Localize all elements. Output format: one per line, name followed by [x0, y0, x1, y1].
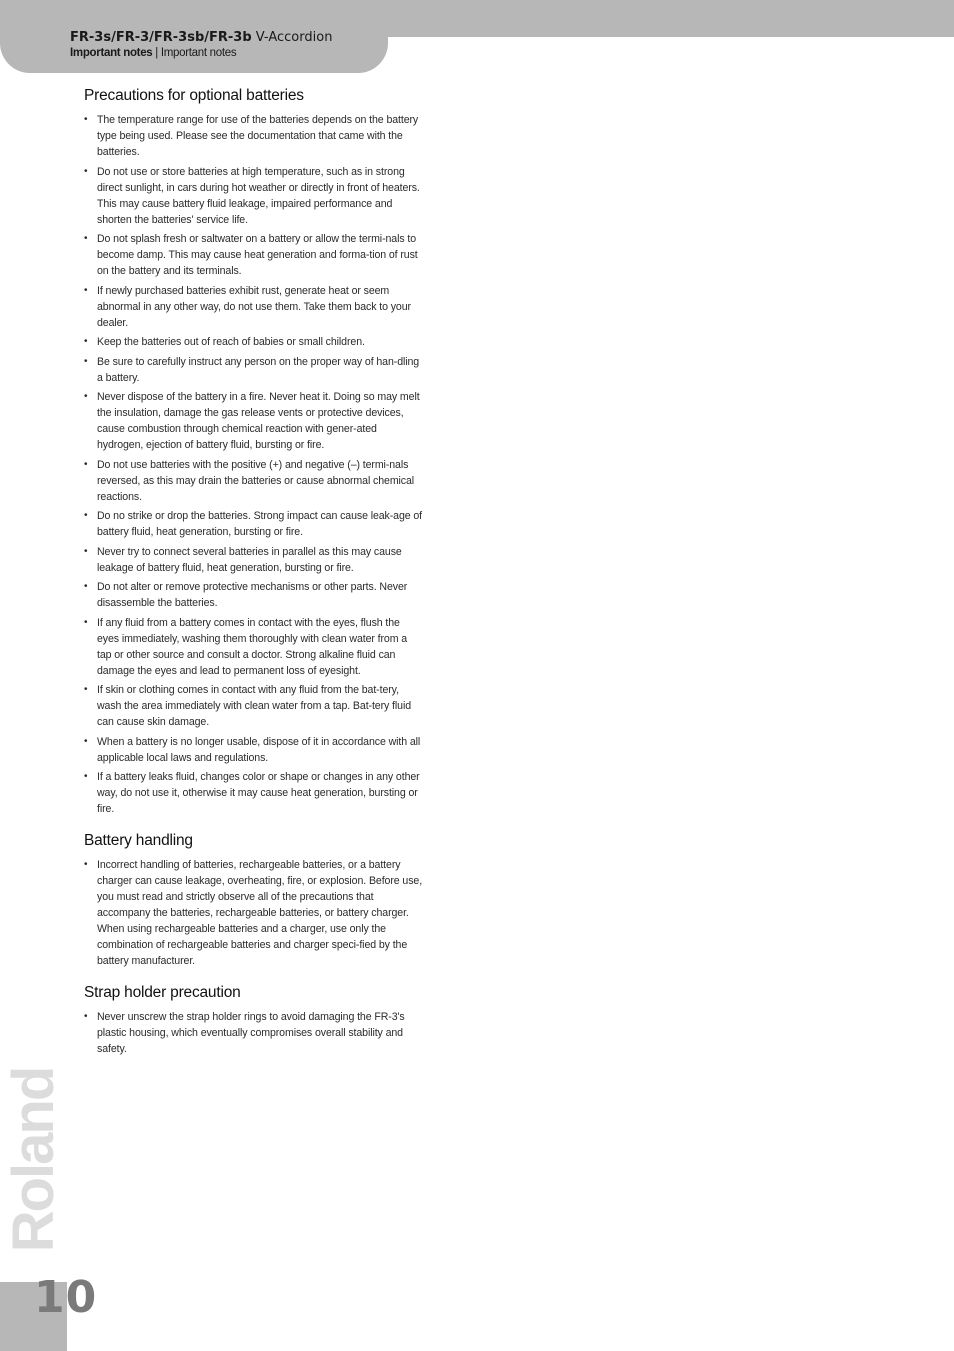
list-item — [84, 769, 424, 817]
section-strap-holder — [84, 983, 424, 1057]
bullet-icon: • — [84, 859, 88, 870]
list-item-text: If newly purchased batteries exhibit rust, generate heat or seem abnormal in any other way, do not use them. Take them back to your dealer. — [97, 284, 411, 329]
list-item — [84, 283, 424, 331]
bullet-icon: • — [84, 581, 88, 592]
section-optional-batteries — [84, 86, 424, 817]
bullet-icon: • — [84, 114, 88, 125]
list-item-text: Keep the batteries out of reach of babies or small children. — [97, 336, 365, 348]
list-item — [84, 615, 424, 679]
list-item — [84, 1009, 424, 1057]
list-item-text: Never dispose of the battery in a fire. Never heat it. Doing so may melt the insulation, damage the gas release vents or protective devices, cause combustion through chemical reaction with gener-ated hydrogen, ejection of battery fluid, bursting or fire. — [97, 391, 420, 451]
bullet-icon: • — [84, 545, 88, 557]
bullet-icon: • — [84, 355, 88, 367]
section-title: Battery handling — [84, 832, 193, 849]
list-item-text: If skin or clothing comes in contact with any fluid from the bat-tery, wash the area immediately with clean water from a tap. Bat-tery fluid can cause skin damage. — [97, 684, 411, 728]
list-item-text: Do not use batteries with the positive (+) and negative (–) termi-nals reversed, as this may drain the batteries or cause abnormal chemical reactions. — [97, 458, 415, 503]
list-item-text: Do not use or store batteries at high temperature, such as in strong direct sunlight, in cars during hot weather or directly in front of heaters. This may cause battery fluid leakage, impaired performance and shorten the batteries' service life. — [97, 165, 420, 226]
list-item-text: Do no strike or drop the batteries. Strong impact can cause leak-age of battery fluid, heat generation, bursting or fire. — [97, 510, 423, 538]
list-item-text: If a battery leaks fluid, changes color or shape or changes in any other way, do not use it, otherwise it may cause heat generation, bursting or fire. — [97, 771, 420, 815]
bullet-icon: • — [84, 284, 88, 296]
section-title: Precautions for optional batteries — [84, 87, 304, 104]
breadcrumb-separator: | — [152, 47, 161, 59]
list-item — [84, 112, 424, 160]
list-item — [84, 579, 424, 611]
list-item-text: Do not splash fresh or saltwater on a battery or allow the termi-nals to become damp. This may cause heat generation and forma-tion of rust on the battery and its terminals. — [97, 233, 418, 277]
product-title — [70, 30, 332, 45]
list-item-text: Do not alter or remove protective mechanisms or other parts. Never disassemble the batteries. — [97, 581, 408, 609]
list-item — [84, 857, 424, 969]
bullet-icon: • — [84, 391, 88, 402]
list-item — [84, 334, 424, 350]
bullet-icon: • — [84, 165, 88, 177]
bullet-icon: • — [84, 684, 88, 695]
bullet-icon: • — [84, 458, 88, 470]
list-item-text: Be sure to carefully instruct any person on the proper way of han-dling a battery. — [97, 355, 420, 384]
bullet-icon: • — [84, 1011, 88, 1022]
list-item-text: Incorrect handling of batteries, rechargeable batteries, or a battery charger can cause leakage, overheating, fire, or explosion. Before use, you must read and strictly observe all of the precautions that accompany the batteries, rechargeable batteries, or battery charger. When using rechargeable batteries and a charger, use only the combination of rechargeable batteries and charger speci-fied by the battery manufacturer. — [97, 859, 423, 967]
list-item-text: When a battery is no longer usable, dispose of it in accordance with all applicable local laws and regulations. — [97, 735, 421, 764]
list-item — [84, 389, 424, 453]
list-item — [84, 354, 424, 386]
product-models: FR-3s/FR-3/FR-3sb/FR-3b — [70, 30, 252, 45]
bullet-list — [84, 857, 424, 969]
bullet-list — [84, 1009, 424, 1057]
breadcrumb-section: Important notes — [160, 47, 237, 59]
list-item-text: Never unscrew the strap holder rings to avoid damaging the FR-3's plastic housing, which eventually compromises overall stability and safety. — [97, 1011, 405, 1055]
section-title: Strap holder precaution — [84, 984, 241, 1001]
main-column — [84, 86, 424, 1061]
list-item-text: Never try to connect several batteries in parallel as this may cause leakage of battery fluid, heat generation, bursting or fire. — [97, 545, 402, 574]
bullet-icon: • — [84, 616, 88, 628]
bullet-list — [84, 112, 424, 817]
bullet-icon: • — [84, 233, 88, 244]
list-item — [84, 682, 424, 730]
list-item — [84, 544, 424, 576]
list-item — [84, 164, 424, 228]
header-tab — [0, 0, 388, 73]
breadcrumb — [70, 47, 236, 59]
breadcrumb-chapter: Important notes — [70, 47, 153, 59]
bullet-icon: • — [84, 510, 88, 521]
list-item-text: The temperature range for use of the batteries depends on the battery type being used. Please see the documentation that came with the batteries. — [97, 114, 419, 158]
page-number: 10 — [34, 1272, 98, 1323]
section-battery-handling — [84, 831, 424, 969]
list-item — [84, 457, 424, 505]
bullet-icon: • — [84, 735, 88, 747]
roland-logo: Roland — [1, 1067, 66, 1253]
list-item-text: If any fluid from a battery comes in contact with the eyes, flush the eyes immediately, washing them thoroughly with clean water from a tap or other source and consult a doctor. Strong alkaline fluid can damage the eyes and lead to permanent loss of eyesight. — [97, 616, 408, 677]
list-item — [84, 231, 424, 279]
bullet-icon: • — [84, 771, 88, 782]
list-item — [84, 508, 424, 540]
product-type: V-Accordion — [251, 30, 333, 45]
list-item — [84, 734, 424, 766]
bullet-icon: • — [84, 336, 88, 347]
